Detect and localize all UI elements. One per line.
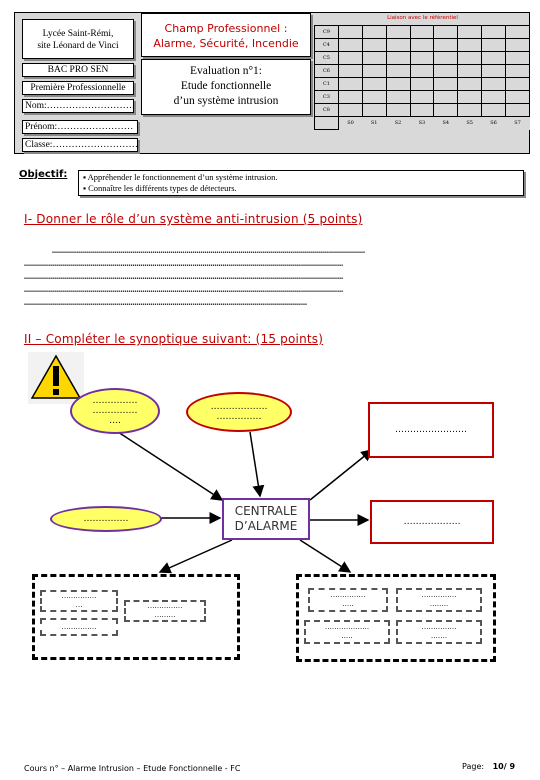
grid-row-label: C5 — [315, 52, 339, 65]
objectif-item-1: ▪ Appréhender le fonctionnement d’un système intrusion. — [83, 172, 278, 182]
answer-line: …………………………………………………………………………………………………………………………………………… — [24, 284, 344, 295]
central-alarm-box: CENTRALE D’ALARME — [222, 498, 310, 540]
answer-line: …………………………………………………………………………………………………………………………………………… — [24, 271, 344, 282]
group-right-item-4: …………… ……. — [396, 620, 482, 644]
eval-title: Evaluation n°1: — [190, 65, 262, 77]
grid-col-label: S2 — [386, 117, 410, 130]
grid-col-label: S0 — [338, 117, 362, 130]
level-label: Première Professionnelle — [30, 83, 126, 93]
title-line1: Champ Professionnel : — [164, 22, 288, 35]
grid-col-label: S6 — [482, 117, 506, 130]
arrow-central-group-left — [160, 540, 232, 572]
page-number — [462, 762, 515, 771]
grid-row-label: C4 — [315, 39, 339, 52]
grid-row-label: C8 — [315, 104, 339, 117]
arrow-central-group-right — [300, 540, 350, 572]
eval-sub2: d’un système intrusion — [173, 95, 279, 107]
grid-col-label: S5 — [458, 117, 482, 130]
answer-line: …………………………………………………………………………………………………………………………… — [24, 297, 307, 308]
arrow-central-box-top — [310, 450, 372, 500]
grid-row-label: C6 — [315, 65, 339, 78]
page-value: 10/ 9 — [492, 762, 516, 771]
group-left-item-3: …………… — [40, 618, 118, 636]
grid-row-label: C1 — [315, 78, 339, 91]
group-left-item-1: …………… … — [40, 590, 118, 612]
title-line2: Alarme, Sécurité, Incendie — [153, 37, 299, 50]
detector-ellipse-3: …………… — [50, 506, 162, 532]
footer-text: Cours n° – Alarme Intrusion – Etude Fonctionnelle - FC — [24, 764, 241, 773]
group-right-item-2: …………… …….. — [396, 588, 482, 612]
name-field: Nom:………………………. — [25, 101, 135, 111]
objectif-item-2: ▪ Connaître les différents types de détecteurs. — [83, 183, 237, 193]
objectif-label: Objectif: — [19, 169, 68, 180]
classe-field: Classe:……………………… — [25, 140, 138, 150]
grid-col-label: S4 — [434, 117, 458, 130]
output-box-mid: ………………. — [370, 500, 494, 544]
section1-title: I- Donner le rôle d’un système anti-intrusion (5 points) — [24, 212, 363, 226]
answer-line: ………………………………………………………………………………………………………………………………………… — [52, 245, 366, 256]
grid-col-label: S3 — [410, 117, 434, 130]
group-right-item-3: ………………. ….. — [304, 620, 390, 644]
group-left-item-2: …………… ……… — [124, 600, 206, 622]
grid-col-label: S7 — [506, 117, 530, 130]
arrow-ellipse2-central — [250, 432, 260, 496]
course-label: BAC PRO SEN — [47, 65, 109, 75]
page-label: Page: — [462, 762, 485, 771]
school-site: site Léonard de Vinci — [37, 41, 119, 51]
answer-line: …………………………………………………………………………………………………………………………………………… — [24, 258, 344, 269]
detector-ellipse-2: ………………. …………… — [186, 392, 292, 432]
arrow-ellipse1-central — [118, 432, 222, 500]
eval-sub1: Etude fonctionnelle — [180, 80, 272, 92]
grid-col-label: S1 — [362, 117, 386, 130]
detector-ellipse-1: …………… …………… …. — [70, 388, 160, 434]
grid-row-label: C9 — [315, 26, 339, 39]
prenom-field: Prénom:…………………… — [25, 122, 134, 132]
output-box-top: …………………… — [368, 402, 494, 458]
grid-row-label: C3 — [315, 91, 339, 104]
referential-title: Liaison avec le référentiel — [387, 15, 458, 21]
section2-title: II – Compléter le synoptique suivant: (15 points) — [24, 332, 324, 346]
group-right-item-1: …………… ….. — [308, 588, 388, 612]
school-name: Lycée Saint-Rémi, — [42, 29, 114, 39]
